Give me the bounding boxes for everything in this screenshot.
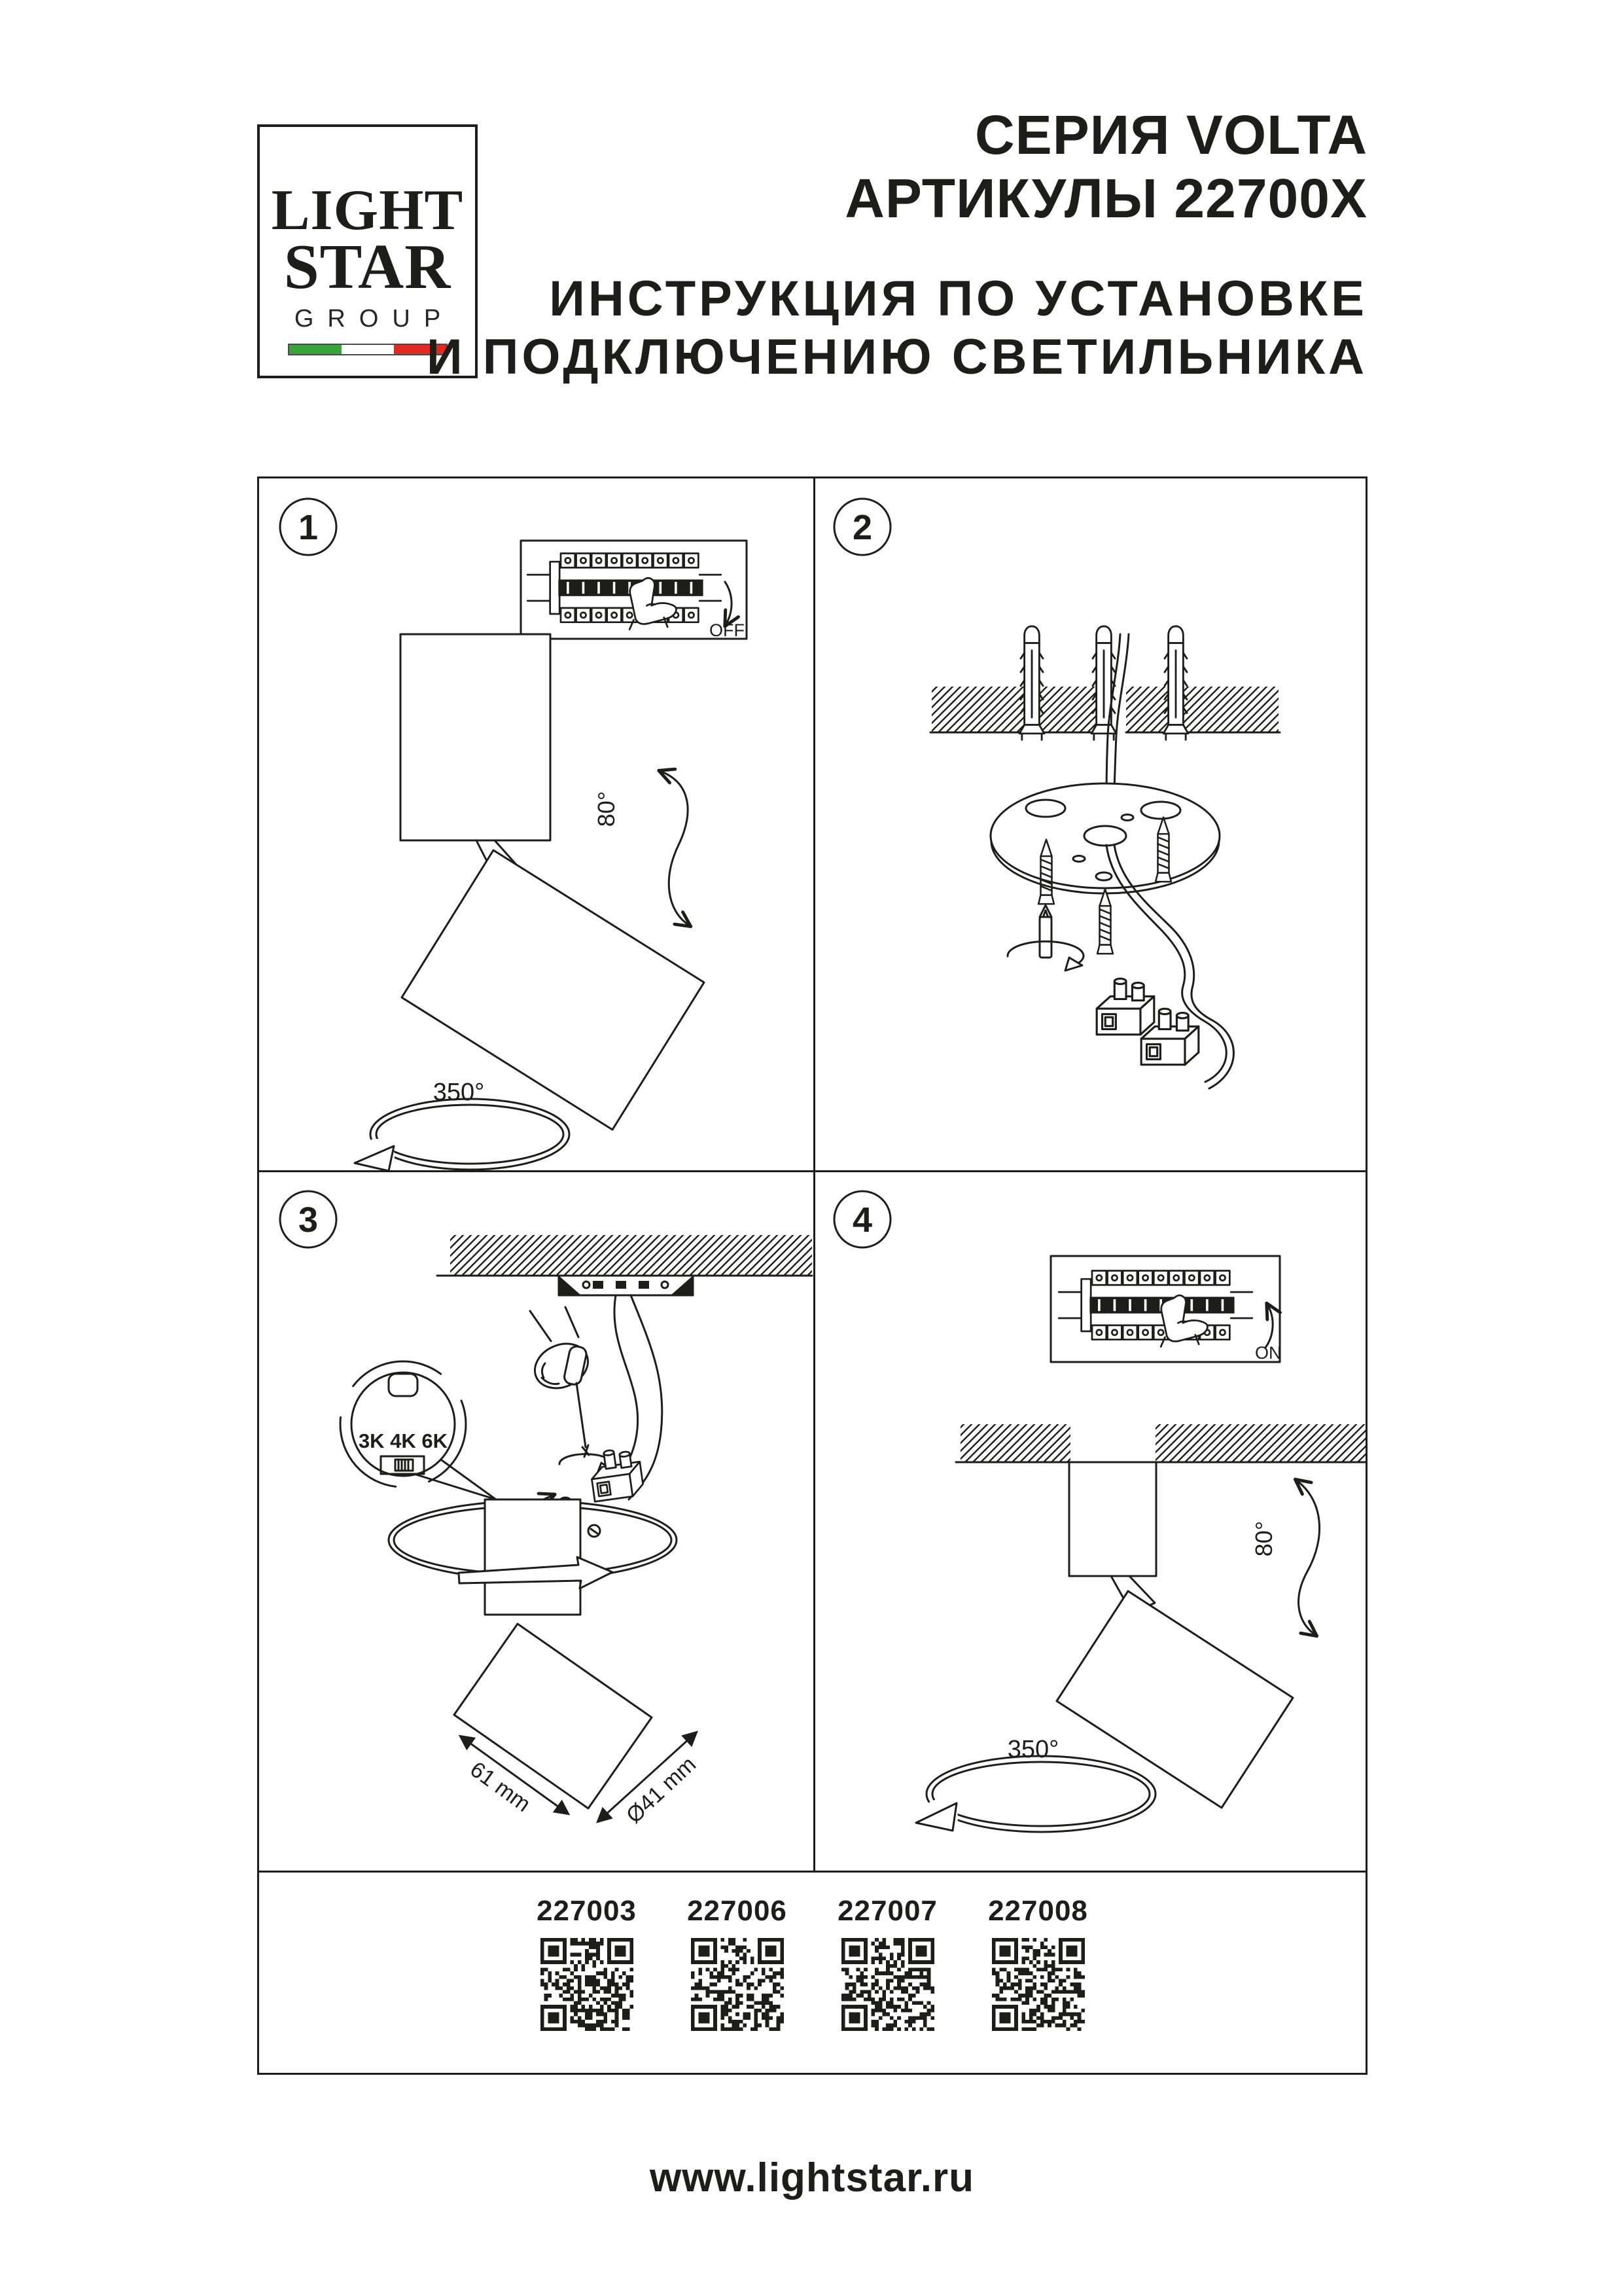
step-3-panel	[259, 1170, 813, 1871]
step-4-number: 4	[852, 1200, 873, 1240]
mounting-plate	[991, 783, 1220, 893]
italian-flag-icon	[288, 344, 448, 355]
luminaire-diagram	[1057, 1462, 1293, 1808]
breaker-off-label: OFF	[709, 620, 745, 640]
articles-row	[259, 1871, 1366, 2073]
tilt-arrow-icon	[1297, 1481, 1320, 1634]
lamp-body	[1069, 1462, 1156, 1576]
lamp-head	[1057, 1591, 1293, 1808]
flag-green	[289, 345, 342, 354]
article-item	[986, 1895, 1091, 2034]
ceiling-hatch	[1156, 1424, 1366, 1462]
article-code: 227003	[537, 1895, 637, 1927]
step-number-badge	[834, 1191, 891, 1247]
hand-icon	[528, 1336, 595, 1397]
logo-light-text: LIGHT	[271, 179, 464, 242]
terminal-block-icon	[1097, 978, 1154, 1035]
hand-with-screwdriver	[528, 1307, 612, 1473]
step-number-badge	[280, 499, 336, 555]
article-item	[535, 1895, 639, 2034]
luminaire-diagram	[389, 1499, 677, 1808]
step-2-panel	[813, 478, 1366, 1170]
website-url: www.lightstar.ru	[650, 2155, 974, 2200]
step-1-number: 1	[298, 508, 319, 547]
ceiling-hatch	[961, 1424, 1070, 1462]
articles-title: АРТИКУЛЫ 22700X	[845, 168, 1368, 229]
rotation-angle-label: 350°	[432, 1079, 485, 1106]
qr-code	[535, 1938, 639, 2034]
instruction-title-line2: И ПОДКЛЮЧЕНИЮ СВЕТИЛЬНИКА	[426, 329, 1368, 385]
step-2-number: 2	[852, 508, 873, 547]
color-temp-options-label: 3K 4K 6K	[358, 1429, 448, 1452]
tilt-angle-label: 80°	[1250, 1520, 1277, 1557]
logo-star-text: STAR	[283, 231, 451, 302]
tilt-arrow-icon	[662, 772, 688, 925]
steps-grid	[257, 476, 1368, 2075]
article-code: 227006	[687, 1895, 787, 1927]
step-number-badge	[834, 499, 891, 555]
ceiling-with-plate	[437, 1235, 812, 1295]
lamp-body	[485, 1499, 580, 1615]
length-label: 61 mm	[465, 1757, 535, 1818]
qr-code	[836, 1938, 940, 2034]
qr-code	[685, 1938, 790, 2034]
article-item	[836, 1895, 940, 2034]
ceiling	[956, 1424, 1366, 1462]
document-titles	[427, 103, 1368, 386]
color-temp-bubble	[340, 1361, 496, 1499]
screwdriver-shaft	[576, 1383, 586, 1447]
step-number-badge	[280, 1191, 336, 1247]
lamp-body	[400, 634, 550, 840]
screwdriver-bit	[1008, 905, 1084, 971]
tilt-angle-label: 80°	[593, 791, 620, 827]
rotation-annotation	[355, 1079, 569, 1170]
ceiling-hatch	[450, 1235, 812, 1276]
article-code: 227007	[838, 1895, 938, 1927]
article-code: 227008	[988, 1895, 1088, 1927]
breaker-on-label: ON	[1255, 1343, 1282, 1363]
logo-group-text: GROUP	[294, 305, 455, 333]
tilt-annotation	[1250, 1481, 1320, 1634]
step-3-number: 3	[298, 1200, 319, 1240]
diameter-label: Ø41 mm	[621, 1751, 701, 1829]
instruction-title-line1: ИНСТРУКЦИЯ ПО УСТАНОВКЕ	[549, 271, 1368, 327]
breaker-off-inset	[521, 541, 747, 640]
qr-code	[986, 1938, 1091, 2034]
rotation-annotation	[916, 1736, 1156, 1836]
tilt-annotation	[593, 772, 688, 925]
rotation-angle-label: 350°	[1007, 1736, 1059, 1763]
step-4-panel	[813, 1170, 1366, 1871]
series-title: СЕРИЯ VOLTA	[975, 104, 1368, 166]
article-item	[685, 1895, 790, 2034]
screw-icon	[1097, 889, 1113, 954]
step-1-panel	[259, 478, 813, 1170]
luminaire-diagram	[400, 634, 704, 1130]
flag-white	[342, 345, 394, 354]
breaker-on-inset	[1051, 1256, 1282, 1363]
